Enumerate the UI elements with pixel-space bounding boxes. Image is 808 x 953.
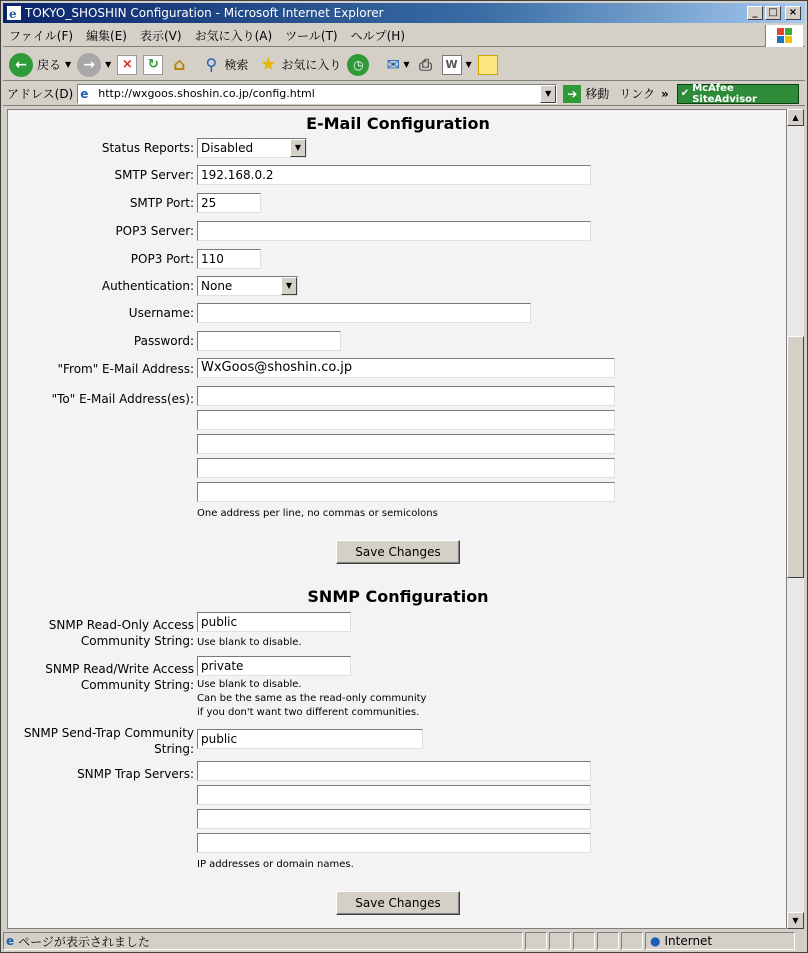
back-label: 戻る bbox=[37, 58, 62, 72]
username-label: Username: bbox=[128, 306, 194, 320]
stop-button[interactable] bbox=[117, 55, 137, 75]
go-arrow-icon: ➔ bbox=[563, 85, 581, 103]
history-button[interactable] bbox=[347, 54, 369, 76]
chevron-down-icon: ▼ bbox=[290, 139, 306, 157]
status-cell bbox=[597, 932, 619, 950]
status-cell bbox=[549, 932, 571, 950]
to-address-input-1[interactable] bbox=[197, 386, 615, 406]
menu-view[interactable]: 表示(V) bbox=[139, 29, 182, 43]
menu-help[interactable]: ヘルプ(H) bbox=[350, 29, 405, 43]
links-more[interactable]: » bbox=[661, 86, 669, 101]
status-cell bbox=[573, 932, 595, 950]
address-bar bbox=[3, 82, 805, 106]
password-label: Password: bbox=[133, 334, 194, 348]
search-label: 検索 bbox=[224, 58, 249, 72]
snmp-ro-hint: Use blank to disable. bbox=[197, 637, 302, 648]
links-label[interactable]: リンク bbox=[619, 87, 656, 101]
snmp-trap-community-label-1: SNMP Send-Trap Community bbox=[23, 726, 194, 740]
home-button[interactable] bbox=[169, 55, 189, 75]
scroll-thumb[interactable] bbox=[787, 336, 804, 578]
email-save-button[interactable]: Save Changes bbox=[336, 540, 460, 564]
snmp-ro-label-1: SNMP Read-Only Access bbox=[48, 618, 194, 632]
go-label: 移動 bbox=[585, 87, 610, 101]
chevron-down-icon[interactable]: ▼ bbox=[540, 85, 556, 103]
search-icon: ⚲ bbox=[205, 55, 218, 74]
minimize-button[interactable]: _ bbox=[747, 6, 763, 20]
from-address-input[interactable]: WxGoos@shoshin.co.jp bbox=[197, 358, 615, 378]
smtp-port-label: SMTP Port: bbox=[129, 196, 194, 210]
favorites-label: お気に入り bbox=[281, 58, 342, 72]
pop3-server-label: POP3 Server: bbox=[115, 224, 194, 238]
status-message bbox=[3, 932, 523, 950]
password-input[interactable] bbox=[197, 331, 341, 351]
print-button[interactable] bbox=[416, 55, 436, 75]
status-cell bbox=[621, 932, 643, 950]
page-content bbox=[7, 109, 787, 929]
stop-icon: × bbox=[117, 55, 137, 75]
menu-file[interactable]: ファイル(F) bbox=[9, 29, 74, 43]
snmp-trap-servers-hint: IP addresses or domain names. bbox=[197, 859, 354, 870]
snmp-rw-hint-3: if you don't want two different communities. bbox=[197, 707, 420, 718]
zone-label: Internet bbox=[664, 934, 713, 948]
pop3-server-input[interactable] bbox=[197, 221, 591, 241]
authentication-select[interactable] bbox=[197, 276, 298, 296]
edit-icon: W bbox=[442, 55, 462, 75]
status-bar bbox=[3, 930, 805, 952]
scroll-up-icon[interactable]: ▲ bbox=[787, 109, 804, 126]
chevron-down-icon: ▼ bbox=[65, 60, 72, 69]
status-cell bbox=[525, 932, 547, 950]
address-label: アドレス(D) bbox=[7, 87, 74, 101]
snmp-trap-server-input-3[interactable] bbox=[197, 809, 591, 829]
svg-text:e: e bbox=[9, 7, 17, 21]
printer-icon: ⎙ bbox=[419, 54, 432, 74]
mcafee-button[interactable] bbox=[677, 84, 799, 104]
authentication-value: None bbox=[201, 279, 233, 293]
security-zone bbox=[645, 932, 795, 950]
history-icon: ◷ bbox=[347, 54, 369, 76]
scroll-down-icon[interactable]: ▼ bbox=[787, 912, 804, 929]
mail-icon: ✉ bbox=[386, 55, 401, 74]
windows-logo-icon bbox=[765, 25, 803, 47]
edit-button[interactable] bbox=[442, 55, 472, 75]
snmp-rw-label-2: Community String: bbox=[80, 678, 194, 692]
snmp-trap-server-input-2[interactable] bbox=[197, 785, 591, 805]
check-icon: ✔ bbox=[680, 88, 690, 99]
snmp-trap-server-input-4[interactable] bbox=[197, 833, 591, 853]
menu-edit[interactable]: 編集(E) bbox=[86, 29, 127, 43]
home-icon: ⌂ bbox=[173, 54, 186, 75]
page-icon: e bbox=[6, 934, 15, 948]
status-reports-select[interactable] bbox=[197, 138, 307, 158]
to-address-hint: One address per line, no commas or semicolons bbox=[197, 508, 438, 519]
maximize-button[interactable]: □ bbox=[765, 6, 781, 20]
menu-favorites[interactable]: お気に入り(A) bbox=[194, 29, 273, 43]
smtp-port-input[interactable]: 25 bbox=[197, 193, 261, 213]
snmp-trap-community-label-2: String: bbox=[154, 742, 194, 756]
to-address-input-3[interactable] bbox=[197, 434, 615, 454]
to-address-input-5[interactable] bbox=[197, 482, 615, 502]
forward-button[interactable] bbox=[77, 53, 111, 77]
address-url: http://wxgoos.shoshin.co.jp/config.html bbox=[98, 87, 315, 100]
pop3-port-input[interactable]: 110 bbox=[197, 249, 261, 269]
chevron-down-icon: ▼ bbox=[403, 60, 410, 69]
back-button[interactable] bbox=[9, 53, 71, 77]
smtp-server-label: SMTP Server: bbox=[114, 168, 194, 182]
menu-tools[interactable]: ツール(T) bbox=[285, 29, 338, 43]
address-input[interactable] bbox=[77, 84, 557, 104]
snmp-ro-label-2: Community String: bbox=[80, 634, 194, 648]
close-button[interactable]: × bbox=[785, 6, 801, 20]
go-button[interactable] bbox=[563, 85, 609, 103]
snmp-rw-label-1: SNMP Read/Write Access bbox=[45, 662, 194, 676]
page-icon: e bbox=[80, 86, 89, 101]
note-icon bbox=[478, 55, 498, 75]
snmp-rw-hint-2: Can be the same as the read-only community bbox=[197, 693, 427, 704]
status-reports-value: Disabled bbox=[201, 141, 254, 155]
snmp-trap-server-input-1[interactable] bbox=[197, 761, 591, 781]
vertical-scrollbar[interactable] bbox=[787, 109, 804, 929]
discuss-button[interactable] bbox=[478, 55, 498, 75]
search-button[interactable] bbox=[201, 55, 248, 75]
snmp-save-button[interactable]: Save Changes bbox=[336, 891, 460, 915]
mail-button[interactable] bbox=[383, 55, 409, 75]
snmp-rw-hint-1: Use blank to disable. bbox=[197, 679, 302, 690]
favorites-button[interactable] bbox=[258, 55, 341, 75]
star-icon: ★ bbox=[260, 54, 277, 75]
status-text: ページが表示されました bbox=[18, 934, 150, 949]
back-arrow-icon: ← bbox=[9, 53, 33, 77]
globe-icon: ● bbox=[650, 934, 661, 948]
status-reports-label: Status Reports: bbox=[101, 141, 194, 155]
mcafee-label: McAfee SiteAdvisor bbox=[692, 82, 757, 105]
refresh-button[interactable] bbox=[143, 55, 163, 75]
snmp-ro-input[interactable]: public bbox=[197, 612, 351, 632]
snmp-trap-community-input[interactable]: public bbox=[197, 729, 423, 749]
authentication-label: Authentication: bbox=[101, 279, 194, 293]
pop3-port-label: POP3 Port: bbox=[130, 252, 194, 266]
toolbar bbox=[3, 49, 805, 81]
smtp-server-input[interactable]: 192.168.0.2 bbox=[197, 165, 591, 185]
ie-icon bbox=[6, 5, 22, 21]
username-input[interactable] bbox=[197, 303, 531, 323]
refresh-icon: ↻ bbox=[143, 55, 163, 75]
chevron-down-icon: ▼ bbox=[465, 60, 472, 69]
forward-arrow-icon: → bbox=[77, 53, 101, 77]
from-address-label: "From" E-Mail Address: bbox=[57, 362, 194, 376]
snmp-title: SNMP Configuration bbox=[307, 587, 489, 606]
to-address-input-2[interactable] bbox=[197, 410, 615, 430]
snmp-trap-servers-label: SNMP Trap Servers: bbox=[77, 767, 194, 781]
email-title: E-Mail Configuration bbox=[306, 114, 490, 133]
chevron-down-icon: ▼ bbox=[105, 60, 112, 69]
title-bar bbox=[3, 3, 805, 23]
to-address-input-4[interactable] bbox=[197, 458, 615, 478]
window-title: TOKYO_SHOSHIN Configuration - Microsoft Internet Explorer bbox=[25, 6, 384, 20]
menu-bar bbox=[3, 25, 805, 47]
chevron-down-icon: ▼ bbox=[281, 277, 297, 295]
to-address-label: "To" E-Mail Address(es): bbox=[51, 392, 194, 406]
snmp-rw-input[interactable]: private bbox=[197, 656, 351, 676]
